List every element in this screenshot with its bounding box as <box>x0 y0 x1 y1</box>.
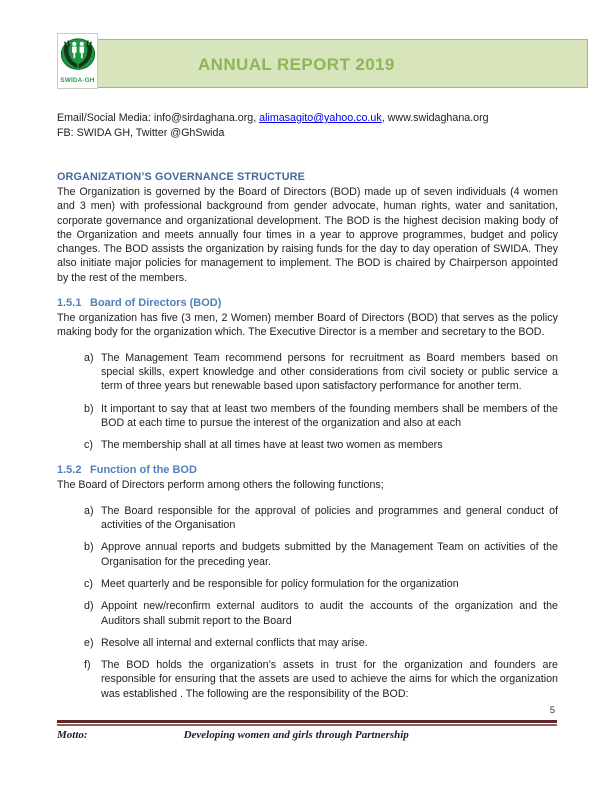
list-item-text: The Management Team recommend persons for recruitment as Board members based on special skills, expert knowledge and other considerations from civil society or public service a term of three years but renewable based upon satisfactory performance for another term. <box>101 351 558 393</box>
list-item-text: The Board responsible for the approval of policies and programmes and general conduct of activities of the Organisation <box>101 504 558 532</box>
list-item <box>84 438 558 452</box>
list-marker: a) <box>84 351 94 364</box>
list-marker: a) <box>84 504 94 517</box>
list-item-text: The membership shall at all times have at least two women as members <box>101 439 443 452</box>
header-banner <box>97 39 588 88</box>
list-marker: b) <box>84 402 94 415</box>
list-item-text: Appoint new/reconfirm external auditors to audit the accounts of the organization and the Auditors shall submit report to the Board <box>101 600 558 627</box>
contact-line-2: FB: SWIDA GH, Twitter @GhSwida <box>57 126 225 139</box>
list-marker: b) <box>84 541 94 554</box>
list-item <box>84 636 558 650</box>
s152-list <box>84 504 558 701</box>
page-number: 5 <box>549 705 555 716</box>
footer-rule <box>57 720 557 726</box>
heading-1-5-1 <box>57 297 558 309</box>
heading-title: Board of Directors (BOD) <box>90 297 222 310</box>
email-link[interactable]: alimasagito@yahoo.co.uk <box>259 112 382 124</box>
list-item <box>84 351 558 394</box>
list-item-text: Resolve all internal and external conflicts that may arise. <box>101 636 368 649</box>
s151-intro: The organization has five (3 men, 2 Women) member Board of Directors (BOD) that serves as the policy making body for the organization which. The Executive Director is a member and secretary to the BOD. <box>57 312 558 339</box>
list-marker: d) <box>84 600 94 613</box>
main-content <box>57 171 558 709</box>
list-item-text: The BOD holds the organization’s assets in trust for the organization and founders are responsible for ensuring that the assets are used to achieve the aims for which the organization was established . The following are the responsibility of the BOD: <box>101 659 558 700</box>
list-marker: f) <box>84 659 91 672</box>
list-marker: e) <box>84 636 94 649</box>
heading-number: 1.5.1 <box>57 297 82 310</box>
list-item-text: It important to say that at least two members of the founding members shall be members of the BOD at each time to pursue the interest of the organization and also at each <box>101 402 558 429</box>
report-header <box>57 33 588 89</box>
swida-logo-icon <box>59 35 97 77</box>
motto-label: Motto: <box>57 729 88 741</box>
list-item <box>84 599 558 628</box>
list-item <box>84 658 558 701</box>
banner-title: ANNUAL REPORT 2019 <box>198 54 395 74</box>
s152-intro: The Board of Directors perform among others the following functions; <box>57 479 384 492</box>
contact-line-1 <box>57 111 559 126</box>
logo-label: SWIDA-GH <box>60 77 95 84</box>
governance-intro: The Organization is governed by the Board of Directors (BOD) made up of seven individuals (4 women and 3 men) with professional background from gender advocate, human rights, water and sanitation, corporate governance and organizational development. The BOD is the highest decision making body of the Organization and meets annually four times in a year to approve programmes, budget and policy changes. The BOD assists the organization by raising funds for the day to day operation of SWIDA. They also initiate major policies for management to implement. The BOD is chaired by Chairperson appointed by the rest of the members. <box>57 186 558 284</box>
heading-1-5-2 <box>57 464 558 476</box>
list-item <box>84 540 558 569</box>
heading-title: Function of the BOD <box>90 464 197 477</box>
s151-list <box>84 351 558 453</box>
list-item-text: Meet quarterly and be responsible for policy formulation for the organization <box>101 577 459 590</box>
list-marker: c) <box>84 577 93 590</box>
heading-number: 1.5.2 <box>57 464 82 477</box>
list-marker: c) <box>84 439 93 452</box>
list-item <box>84 504 558 533</box>
contact-prefix: Email/Social Media: info@sirdaghana.org, <box>57 112 260 124</box>
governance-heading: ORGANIZATION’S GOVERNANCE STRUCTURE <box>57 171 305 183</box>
footer-motto <box>57 729 555 741</box>
list-item <box>84 577 558 591</box>
list-item <box>84 402 558 431</box>
swida-logo <box>57 33 98 89</box>
list-item-text: Approve annual reports and budgets submitted by the Management Team on activities of the Organisation for the preceding year. <box>101 541 558 568</box>
contact-suffix: , www.swidaghana.org <box>381 112 489 124</box>
motto-text: Developing women and girls through Partnership <box>183 729 409 741</box>
contact-block <box>57 111 559 140</box>
